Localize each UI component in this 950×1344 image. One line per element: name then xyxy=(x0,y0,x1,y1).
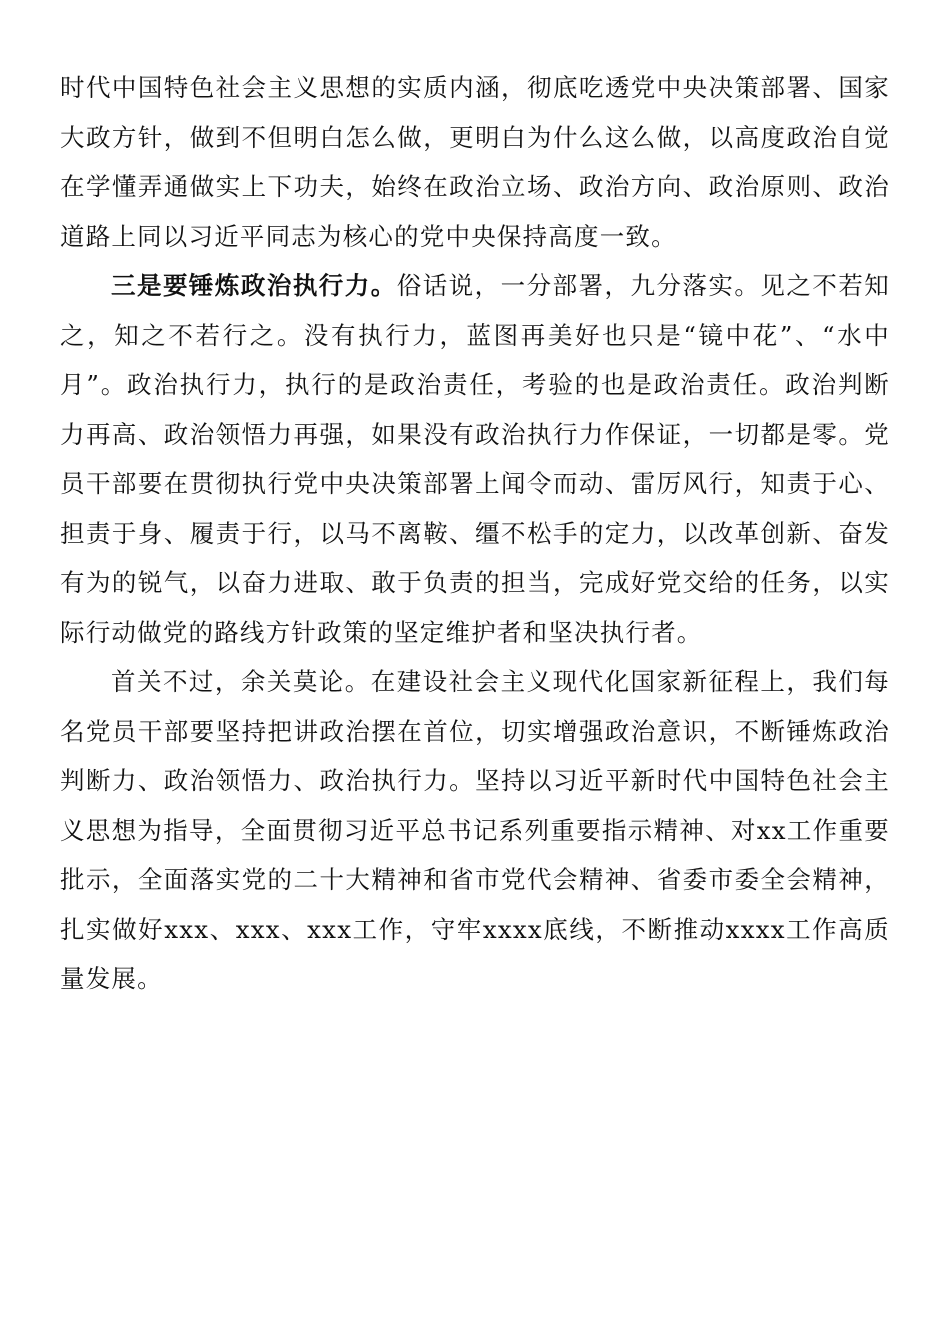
paragraph-continuation xyxy=(60,63,890,261)
paragraph-political-execution xyxy=(60,261,890,657)
paragraph-conclusion xyxy=(60,657,890,1004)
document-body xyxy=(60,63,890,1004)
paragraph-heading: 三是要锤炼政治执行力。 xyxy=(111,271,397,300)
paragraph-text: 时代中国特色社会主义思想的实质内涵，彻底吃透党中央决策部署、国家大政方针，做到不但明白怎么做，更明白为什么这么做，以高度政治自觉在学懂弄通做实上下功夫，始终在政治立场、政治方向、政治原则、政治道路上同以习近平同志为核心的党中央保持高度一致。 xyxy=(60,73,890,251)
paragraph-text: 俗话说，一分部署，九分落实。见之不若知之，知之不若行之。没有执行力，蓝图再美好也只是“镜中花”、“水中月”。政治执行力，执行的是政治责任，考验的也是政治责任。政治判断力再高、政治领悟力再强，如果没有政治执行力作保证，一切都是零。党员干部要在贯彻执行党中央决策部署上闻令而动、雷厉风行，知责于心、担责于身、履责于行，以马不离鞍、缰不松手的定力，以改革创新、奋发有为的锐气，以奋力进取、敢于负责的担当，完成好党交给的任务，以实际行动做党的路线方针政策的坚定维护者和坚决执行者。 xyxy=(60,271,890,647)
paragraph-text: 首关不过，余关莫论。在建设社会主义现代化国家新征程上，我们每名党员干部要坚持把讲政治摆在首位，切实增强政治意识，不断锤炼政治判断力、政治领悟力、政治执行力。坚持以习近平新时代中国特色社会主义思想为指导，全面贯彻习近平总书记系列重要指示精神、对xx工作重要批示，全面落实党的二十大精神和省市党代会精神、省委市委全会精神，扎实做好xxx、xxx、xxx工作，守牢xxxx底线，不断推动xxxx工作高质量发展。 xyxy=(60,667,890,993)
